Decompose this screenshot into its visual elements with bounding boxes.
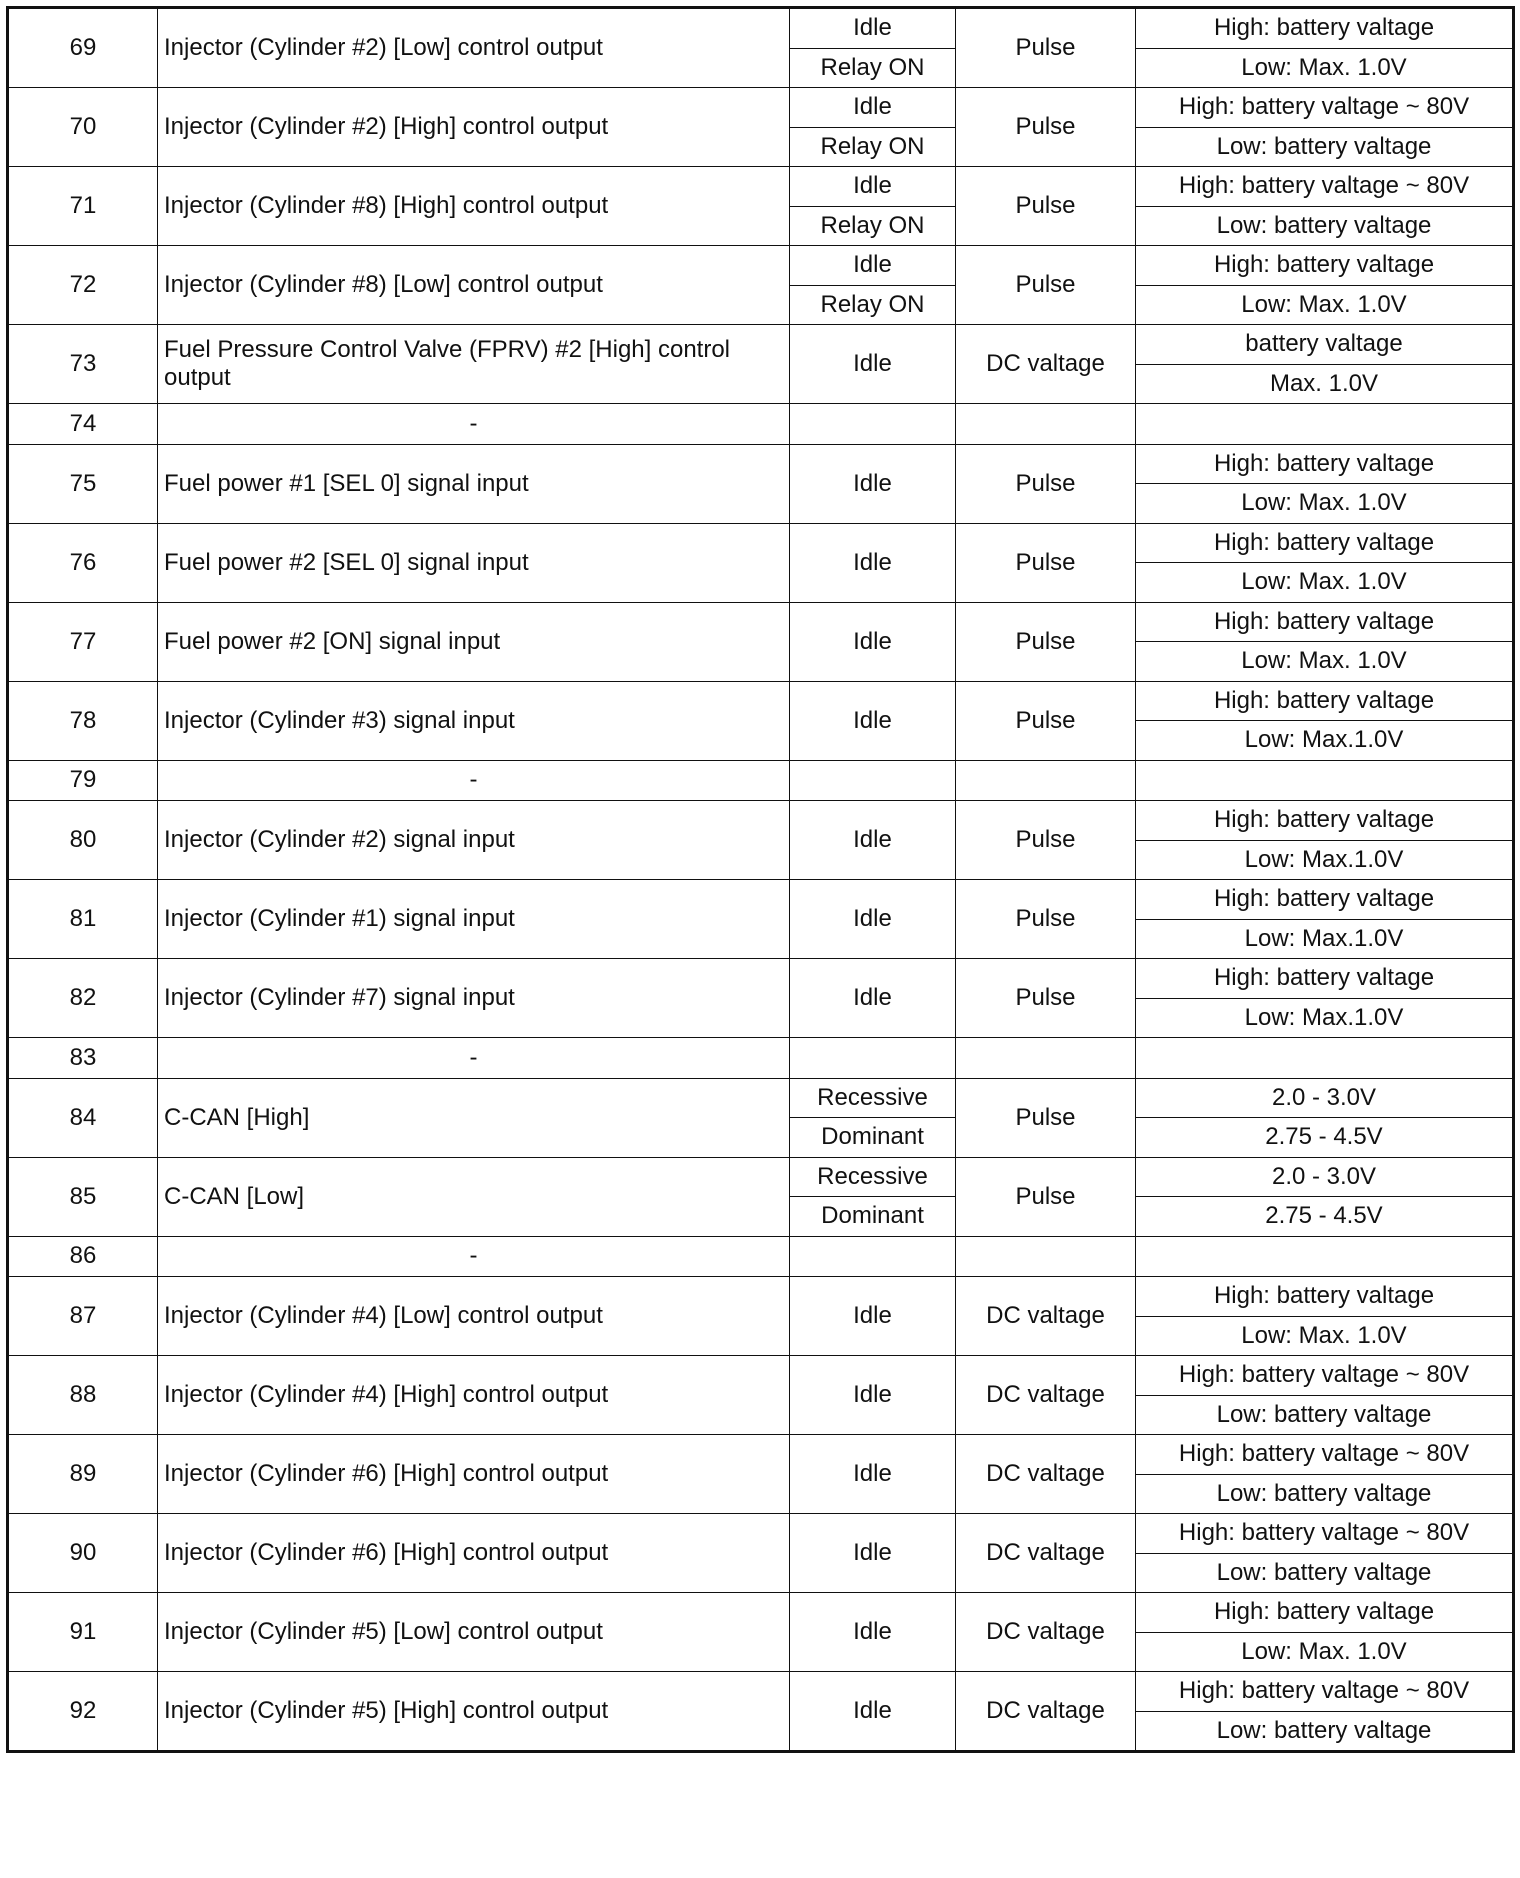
- pin-description: Fuel power #2 [SEL 0] signal input: [158, 523, 790, 602]
- pin-number: 79: [8, 760, 158, 801]
- signal-type: Pulse: [956, 246, 1136, 325]
- signal-type: Pulse: [956, 167, 1136, 246]
- pin-number: 85: [8, 1157, 158, 1236]
- pin-condition: Idle: [790, 246, 956, 286]
- pin-condition: Idle: [790, 602, 956, 681]
- table-row: [8, 1078, 1514, 1118]
- pin-description: Injector (Cylinder #5) [Low] control output: [158, 1593, 790, 1672]
- table-row: [8, 1672, 1514, 1712]
- table-row: [8, 602, 1514, 642]
- signal-value: High: battery valtage: [1136, 801, 1514, 841]
- signal-type: Pulse: [956, 523, 1136, 602]
- pin-condition: Idle: [790, 1514, 956, 1593]
- pin-description: -: [158, 1038, 790, 1079]
- signal-value: Low: Max. 1.0V: [1136, 642, 1514, 682]
- signal-value: Low: Max.1.0V: [1136, 919, 1514, 959]
- signal-value: battery valtage: [1136, 325, 1514, 365]
- pin-condition: Idle: [790, 1435, 956, 1514]
- signal-value: High: battery valtage: [1136, 681, 1514, 721]
- table-row: [8, 1356, 1514, 1396]
- pin-description: Injector (Cylinder #6) [High] control output: [158, 1435, 790, 1514]
- pin-description: Injector (Cylinder #5) [High] control output: [158, 1672, 790, 1752]
- pin-condition: Idle: [790, 523, 956, 602]
- pin-number: 71: [8, 167, 158, 246]
- signal-type: Pulse: [956, 88, 1136, 167]
- pin-condition: [790, 1038, 956, 1079]
- pin-number: 83: [8, 1038, 158, 1079]
- pin-condition: Idle: [790, 1593, 956, 1672]
- table-row: [8, 1038, 1514, 1079]
- signal-value: Low: battery valtage: [1136, 1553, 1514, 1593]
- pin-condition: Recessive: [790, 1078, 956, 1118]
- signal-value: High: battery valtage: [1136, 959, 1514, 999]
- signal-value: Low: Max. 1.0V: [1136, 1316, 1514, 1356]
- signal-value: Low: Max. 1.0V: [1136, 285, 1514, 325]
- table-row: [8, 8, 1514, 49]
- pin-description: Injector (Cylinder #8) [Low] control output: [158, 246, 790, 325]
- pin-number: 76: [8, 523, 158, 602]
- signal-value: High: battery valtage: [1136, 880, 1514, 920]
- signal-type: [956, 404, 1136, 445]
- pin-description: Injector (Cylinder #4) [High] control output: [158, 1356, 790, 1435]
- table-row: [8, 1236, 1514, 1277]
- signal-value: High: battery valtage ~ 80V: [1136, 1435, 1514, 1475]
- signal-value: High: battery valtage: [1136, 1593, 1514, 1633]
- signal-value: High: battery valtage ~ 80V: [1136, 167, 1514, 207]
- signal-value: [1136, 1236, 1514, 1277]
- pin-number: 92: [8, 1672, 158, 1752]
- signal-value: Low: battery valtage: [1136, 1474, 1514, 1514]
- pin-number: 89: [8, 1435, 158, 1514]
- pin-description: Injector (Cylinder #2) [Low] control output: [158, 8, 790, 88]
- pin-table: [6, 6, 1515, 1753]
- pin-number: 86: [8, 1236, 158, 1277]
- table-row: [8, 167, 1514, 207]
- table-row: [8, 959, 1514, 999]
- pin-number: 80: [8, 801, 158, 880]
- pin-description: Injector (Cylinder #2) signal input: [158, 801, 790, 880]
- signal-type: Pulse: [956, 8, 1136, 88]
- pin-description: Injector (Cylinder #1) signal input: [158, 880, 790, 959]
- pin-number: 72: [8, 246, 158, 325]
- pin-description: C-CAN [High]: [158, 1078, 790, 1157]
- pin-condition: Recessive: [790, 1157, 956, 1197]
- pin-number: 77: [8, 602, 158, 681]
- pin-number: 74: [8, 404, 158, 445]
- signal-value: Low: Max.1.0V: [1136, 840, 1514, 880]
- pin-number: 78: [8, 681, 158, 760]
- table-row: [8, 246, 1514, 286]
- pin-description: Injector (Cylinder #7) signal input: [158, 959, 790, 1038]
- signal-value: High: battery valtage ~ 80V: [1136, 1514, 1514, 1554]
- signal-type: Pulse: [956, 1157, 1136, 1236]
- signal-type: Pulse: [956, 801, 1136, 880]
- pin-condition: Idle: [790, 88, 956, 128]
- pin-description: Fuel power #2 [ON] signal input: [158, 602, 790, 681]
- pin-condition: Idle: [790, 1672, 956, 1752]
- signal-value: Low: Max.1.0V: [1136, 998, 1514, 1038]
- table-row: [8, 523, 1514, 563]
- table-row: [8, 1593, 1514, 1633]
- signal-value: High: battery valtage ~ 80V: [1136, 1356, 1514, 1396]
- pin-condition: Idle: [790, 1356, 956, 1435]
- pin-description: Fuel power #1 [SEL 0] signal input: [158, 444, 790, 523]
- signal-value: Max. 1.0V: [1136, 364, 1514, 404]
- pin-condition: Idle: [790, 8, 956, 49]
- signal-type: Pulse: [956, 444, 1136, 523]
- pin-description: -: [158, 760, 790, 801]
- pin-description: -: [158, 1236, 790, 1277]
- pin-number: 73: [8, 325, 158, 404]
- signal-type: [956, 760, 1136, 801]
- table-row: [8, 404, 1514, 445]
- signal-value: [1136, 1038, 1514, 1079]
- signal-type: DC valtage: [956, 1593, 1136, 1672]
- signal-value: Low: Max. 1.0V: [1136, 484, 1514, 524]
- table-row: [8, 1157, 1514, 1197]
- signal-value: High: battery valtage ~ 80V: [1136, 88, 1514, 128]
- signal-value: Low: Max. 1.0V: [1136, 48, 1514, 88]
- pin-number: 81: [8, 880, 158, 959]
- signal-value: 2.0 - 3.0V: [1136, 1157, 1514, 1197]
- pin-number: 91: [8, 1593, 158, 1672]
- pin-number: 82: [8, 959, 158, 1038]
- pin-number: 69: [8, 8, 158, 88]
- pin-description: C-CAN [Low]: [158, 1157, 790, 1236]
- signal-value: Low: battery valtage: [1136, 1395, 1514, 1435]
- pin-number: 84: [8, 1078, 158, 1157]
- signal-type: Pulse: [956, 880, 1136, 959]
- pin-condition: Relay ON: [790, 127, 956, 167]
- pin-description: Injector (Cylinder #8) [High] control output: [158, 167, 790, 246]
- pin-condition: Dominant: [790, 1197, 956, 1237]
- pin-description: Fuel Pressure Control Valve (FPRV) #2 [High] control output: [158, 325, 790, 404]
- signal-value: High: battery valtage: [1136, 444, 1514, 484]
- signal-value: High: battery valtage ~ 80V: [1136, 1672, 1514, 1712]
- table-row: [8, 1514, 1514, 1554]
- pin-number: 75: [8, 444, 158, 523]
- table-row: [8, 88, 1514, 128]
- table-row: [8, 760, 1514, 801]
- pin-number: 88: [8, 1356, 158, 1435]
- table-row: [8, 325, 1514, 365]
- table-row: [8, 1277, 1514, 1317]
- pin-description: Injector (Cylinder #2) [High] control output: [158, 88, 790, 167]
- pin-description: Injector (Cylinder #4) [Low] control output: [158, 1277, 790, 1356]
- pin-condition: Idle: [790, 681, 956, 760]
- pin-condition: Dominant: [790, 1118, 956, 1158]
- signal-value: High: battery valtage: [1136, 602, 1514, 642]
- pin-condition: [790, 760, 956, 801]
- pin-table-body: [8, 8, 1514, 1752]
- signal-value: High: battery valtage: [1136, 523, 1514, 563]
- signal-value: Low: Max. 1.0V: [1136, 563, 1514, 603]
- signal-value: 2.0 - 3.0V: [1136, 1078, 1514, 1118]
- pin-number: 70: [8, 88, 158, 167]
- signal-value: Low: battery valtage: [1136, 127, 1514, 167]
- signal-value: High: battery valtage: [1136, 8, 1514, 49]
- signal-value: High: battery valtage: [1136, 246, 1514, 286]
- pin-condition: Idle: [790, 880, 956, 959]
- pin-condition: Relay ON: [790, 48, 956, 88]
- table-row: [8, 1435, 1514, 1475]
- signal-type: [956, 1038, 1136, 1079]
- signal-type: DC valtage: [956, 1514, 1136, 1593]
- table-row: [8, 801, 1514, 841]
- signal-value: [1136, 760, 1514, 801]
- pin-condition: Relay ON: [790, 285, 956, 325]
- signal-value: High: battery valtage: [1136, 1277, 1514, 1317]
- signal-type: DC valtage: [956, 325, 1136, 404]
- pin-condition: Idle: [790, 1277, 956, 1356]
- signal-type: Pulse: [956, 681, 1136, 760]
- signal-value: Low: battery valtage: [1136, 206, 1514, 246]
- signal-type: Pulse: [956, 602, 1136, 681]
- pin-condition: Relay ON: [790, 206, 956, 246]
- signal-value: 2.75 - 4.5V: [1136, 1118, 1514, 1158]
- signal-value: 2.75 - 4.5V: [1136, 1197, 1514, 1237]
- pin-number: 90: [8, 1514, 158, 1593]
- pin-number: 87: [8, 1277, 158, 1356]
- table-row: [8, 681, 1514, 721]
- pin-condition: [790, 1236, 956, 1277]
- table-row: [8, 444, 1514, 484]
- signal-type: Pulse: [956, 1078, 1136, 1157]
- pin-condition: Idle: [790, 801, 956, 880]
- signal-type: DC valtage: [956, 1672, 1136, 1752]
- signal-type: Pulse: [956, 959, 1136, 1038]
- signal-value: [1136, 404, 1514, 445]
- signal-value: Low: Max.1.0V: [1136, 721, 1514, 761]
- signal-value: Low: battery valtage: [1136, 1711, 1514, 1752]
- pin-condition: Idle: [790, 167, 956, 207]
- pin-condition: [790, 404, 956, 445]
- signal-type: [956, 1236, 1136, 1277]
- signal-value: Low: Max. 1.0V: [1136, 1632, 1514, 1672]
- signal-type: DC valtage: [956, 1435, 1136, 1514]
- signal-type: DC valtage: [956, 1277, 1136, 1356]
- signal-type: DC valtage: [956, 1356, 1136, 1435]
- pin-description: -: [158, 404, 790, 445]
- table-row: [8, 880, 1514, 920]
- pin-condition: Idle: [790, 325, 956, 404]
- pin-condition: Idle: [790, 959, 956, 1038]
- pin-description: Injector (Cylinder #6) [High] control output: [158, 1514, 790, 1593]
- pin-condition: Idle: [790, 444, 956, 523]
- pin-description: Injector (Cylinder #3) signal input: [158, 681, 790, 760]
